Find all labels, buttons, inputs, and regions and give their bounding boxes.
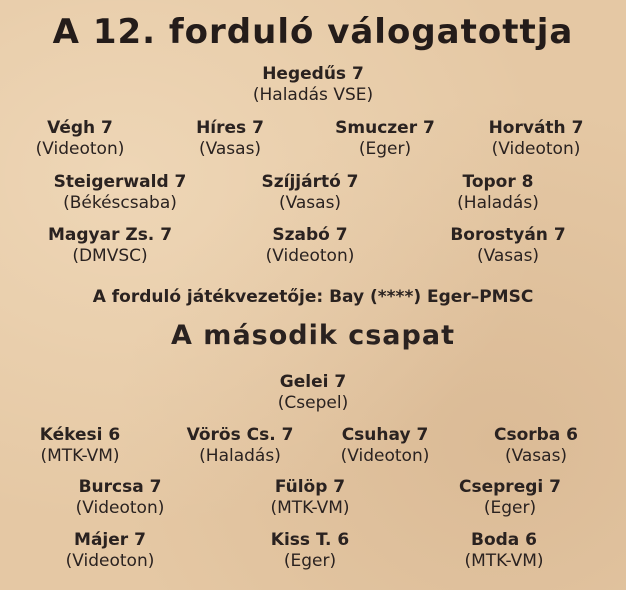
player-club: (MTK-VM) — [270, 498, 350, 518]
second-team-row2-player-1 — [40, 477, 200, 519]
player-club: (Videoton) — [265, 246, 355, 266]
player-name: Kékesi 6 — [39, 425, 121, 445]
player-club: (DMVSC) — [72, 246, 148, 266]
player-club: (Videoton) — [35, 139, 125, 159]
player-name: Magyar Zs. 7 — [47, 225, 173, 245]
player-club: (Videoton) — [340, 446, 430, 466]
first-team-row2-player-1 — [40, 172, 200, 214]
second-team-row1-player-3 — [305, 425, 465, 467]
referee-line: A forduló játékvezetője: Bay (****) Eger–PMSC — [92, 287, 534, 307]
player-name: Májer 7 — [74, 530, 146, 550]
player-club: (MTK-VM) — [464, 551, 544, 571]
second-team-heading: A második csapat — [171, 320, 455, 351]
player-name: Szíjjártó 7 — [261, 172, 359, 192]
first-team-row2-player-2 — [230, 172, 390, 214]
player-name: Topor 8 — [462, 172, 534, 192]
player-club: (Haladás) — [199, 446, 281, 466]
player-name: Gelei 7 — [279, 372, 347, 392]
first-team-row1-player-2 — [150, 118, 310, 160]
second-team-row2-player-3 — [430, 477, 590, 519]
player-name: Smuczer 7 — [335, 118, 435, 138]
player-name: Hegedűs 7 — [262, 64, 364, 84]
player-name: Csuhay 7 — [341, 425, 429, 445]
player-club: (Eger) — [483, 498, 537, 518]
second-team-row3-player-1 — [30, 530, 190, 572]
first-team-row2-player-3 — [418, 172, 578, 214]
player-club: (Videoton) — [491, 139, 581, 159]
player-name: Híres 7 — [196, 118, 264, 138]
player-name: Kiss T. 6 — [270, 530, 350, 550]
player-club: (Videoton) — [75, 498, 165, 518]
player-name: Fülöp 7 — [274, 477, 346, 497]
player-name: Borostyán 7 — [450, 225, 566, 245]
second-team-goalkeeper — [233, 372, 393, 414]
first-team-row1-player-4 — [456, 118, 616, 160]
player-name: Horváth 7 — [488, 118, 584, 138]
player-name: Vörös Cs. 7 — [186, 425, 294, 445]
second-team-row2-player-2 — [230, 477, 390, 519]
player-name: Burcsa 7 — [78, 477, 162, 497]
first-team-row3-player-1 — [30, 225, 190, 267]
player-name: Boda 6 — [470, 530, 538, 550]
player-name: Szabó 7 — [272, 225, 348, 245]
first-team-row1-player-3 — [305, 118, 465, 160]
first-team-row1-player-1 — [0, 118, 160, 160]
player-club: (Videoton) — [65, 551, 155, 571]
player-name: Steigerwald 7 — [53, 172, 187, 192]
player-club: (Csepel) — [277, 393, 349, 413]
player-name: Csepregi 7 — [459, 477, 561, 497]
player-club: (Békéscsaba) — [63, 193, 177, 213]
second-team-row3-player-2 — [230, 530, 390, 572]
headline: A 12. forduló válogatottja — [52, 12, 574, 52]
player-club: (MTK-VM) — [40, 446, 120, 466]
first-team-row3-player-2 — [230, 225, 390, 267]
player-club: (Vasas) — [504, 446, 568, 466]
player-club: (Eger) — [283, 551, 337, 571]
second-team-row1-player-4 — [456, 425, 616, 467]
player-name: Csorba 6 — [493, 425, 579, 445]
player-club: (Eger) — [358, 139, 412, 159]
second-team-row3-player-3 — [424, 530, 584, 572]
first-team-goalkeeper — [233, 64, 393, 106]
player-club: (Haladás) — [457, 193, 539, 213]
second-team-row1-player-1 — [0, 425, 160, 467]
first-team-row3-player-3 — [428, 225, 588, 267]
player-name: Végh 7 — [47, 118, 113, 138]
player-club: (Vasas) — [278, 193, 342, 213]
player-club: (Vasas) — [476, 246, 540, 266]
player-club: (Haladás VSE) — [252, 85, 374, 105]
second-team-row1-player-2 — [160, 425, 320, 467]
player-club: (Vasas) — [198, 139, 262, 159]
